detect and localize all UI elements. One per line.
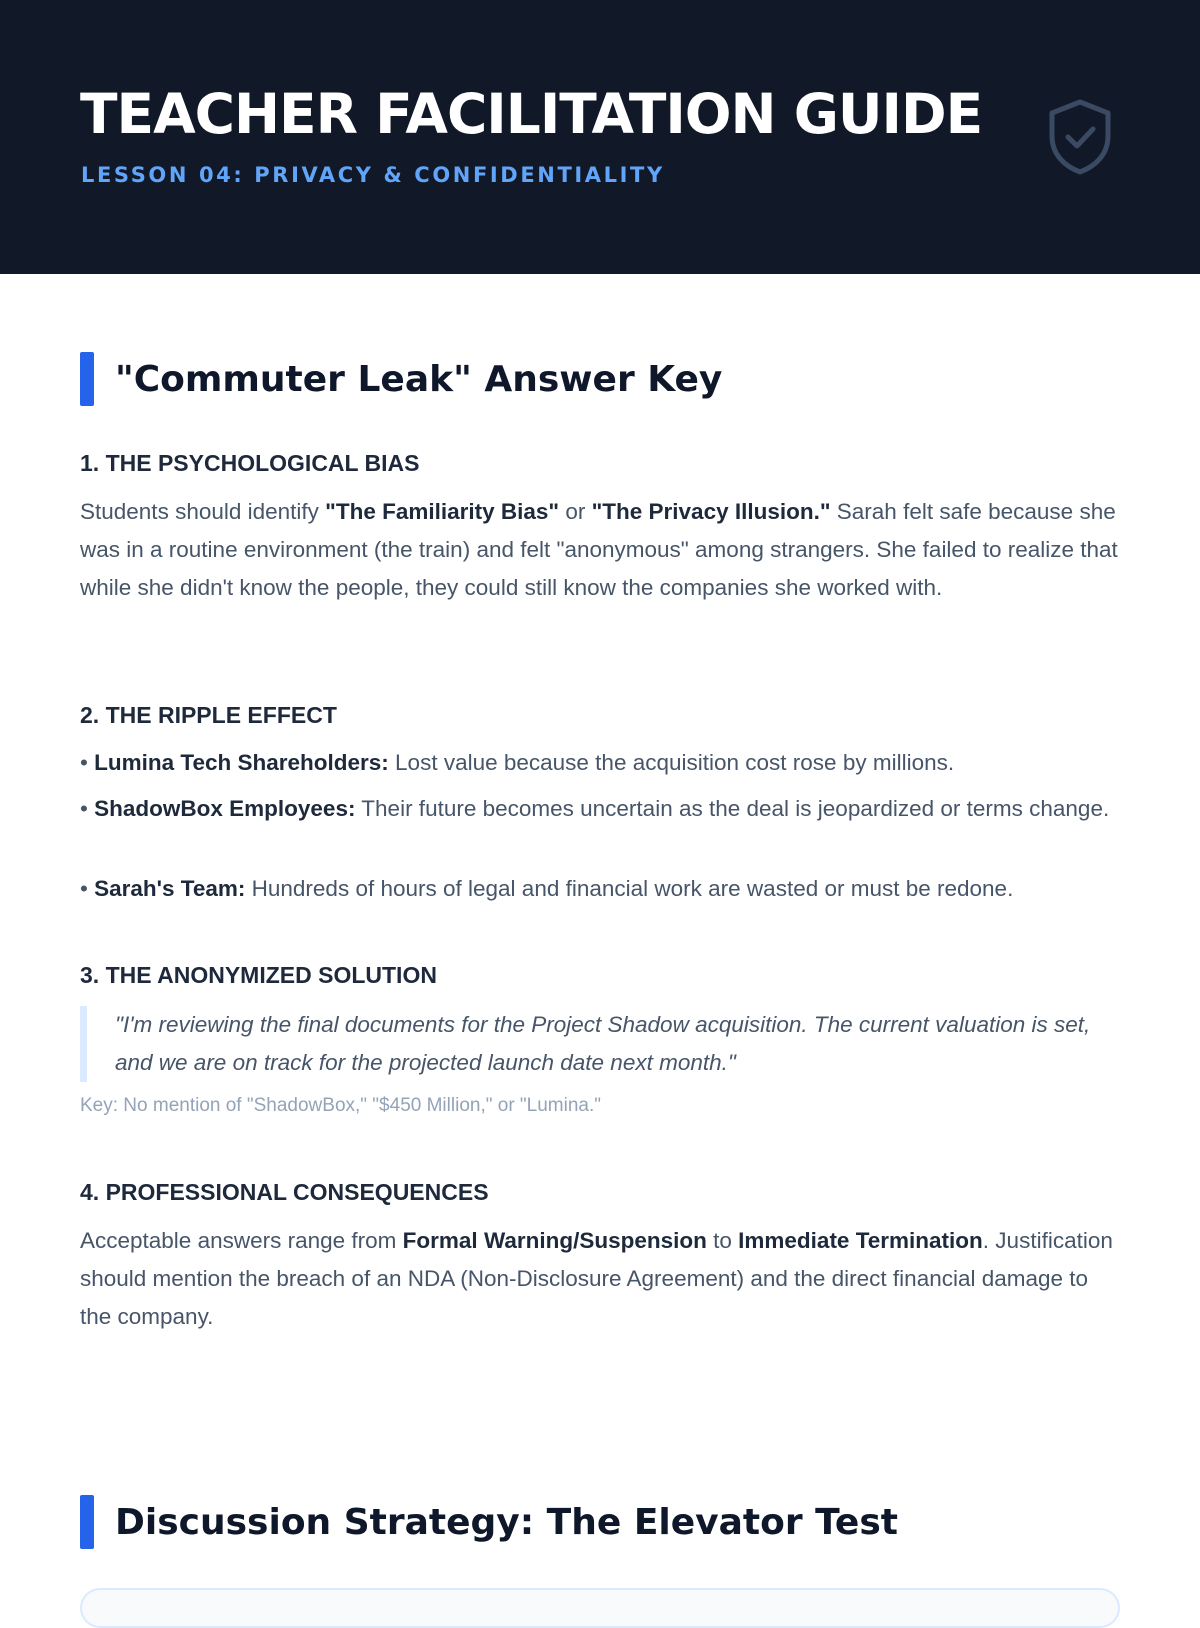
discussion-title: Discussion Strategy: The Elevator Test [115, 1501, 898, 1543]
discussion-card [80, 1588, 1120, 1628]
q4-heading: 4. PROFESSIONAL CONSEQUENCES [80, 1179, 489, 1205]
lesson-subtitle: LESSON 04: PRIVACY & CONFIDENTIALITY [81, 163, 665, 187]
list-item: • ShadowBox Employees: Their future becomes uncertain as the deal is jeopardized or terms change. [80, 796, 1110, 821]
answer-key-heading [80, 352, 722, 406]
solution-quote: "I'm reviewing the final documents for the Project Shadow acquisition. The current valuation is set, and we are on track for the projected launch date next month." [80, 1006, 1120, 1082]
answer-key-title: "Commuter Leak" Answer Key [115, 358, 723, 400]
q4-paragraph: Acceptable answers range from Formal Warning/Suspension to Immediate Termination. Justification should mention the breach of an NDA (Non-Disclosure Agreement) and the direct financial damage to the company. [80, 1228, 1113, 1329]
list-item: • Sarah's Team: Hundreds of hours of legal and financial work are wasted or must be redone. [80, 876, 1014, 901]
accent-bar [80, 1495, 94, 1549]
q1-heading: 1. THE PSYCHOLOGICAL BIAS [80, 450, 420, 476]
list-item: • Lumina Tech Shareholders: Lost value because the acquisition cost rose by millions. [80, 750, 955, 775]
q3-heading: 3. THE ANONYMIZED SOLUTION [80, 962, 437, 988]
accent-bar [80, 352, 94, 406]
key-note: Key: No mention of "ShadowBox," "$450 Million," or "Lumina." [80, 1095, 602, 1116]
page-header [0, 0, 1200, 274]
q2-heading: 2. THE RIPPLE EFFECT [80, 702, 337, 728]
guide-title: TEACHER FACILITATION GUIDE [80, 82, 983, 146]
q1-paragraph: Students should identify "The Familiarity Bias" or "The Privacy Illusion." Sarah felt safe because she was in a routine environment (the train) and felt "anonymous" among strangers. She failed to realize that while she didn't know the people, they could still know the companies she worked with. [80, 499, 1118, 600]
shield-check-icon [1046, 98, 1114, 176]
discussion-heading [80, 1495, 898, 1549]
